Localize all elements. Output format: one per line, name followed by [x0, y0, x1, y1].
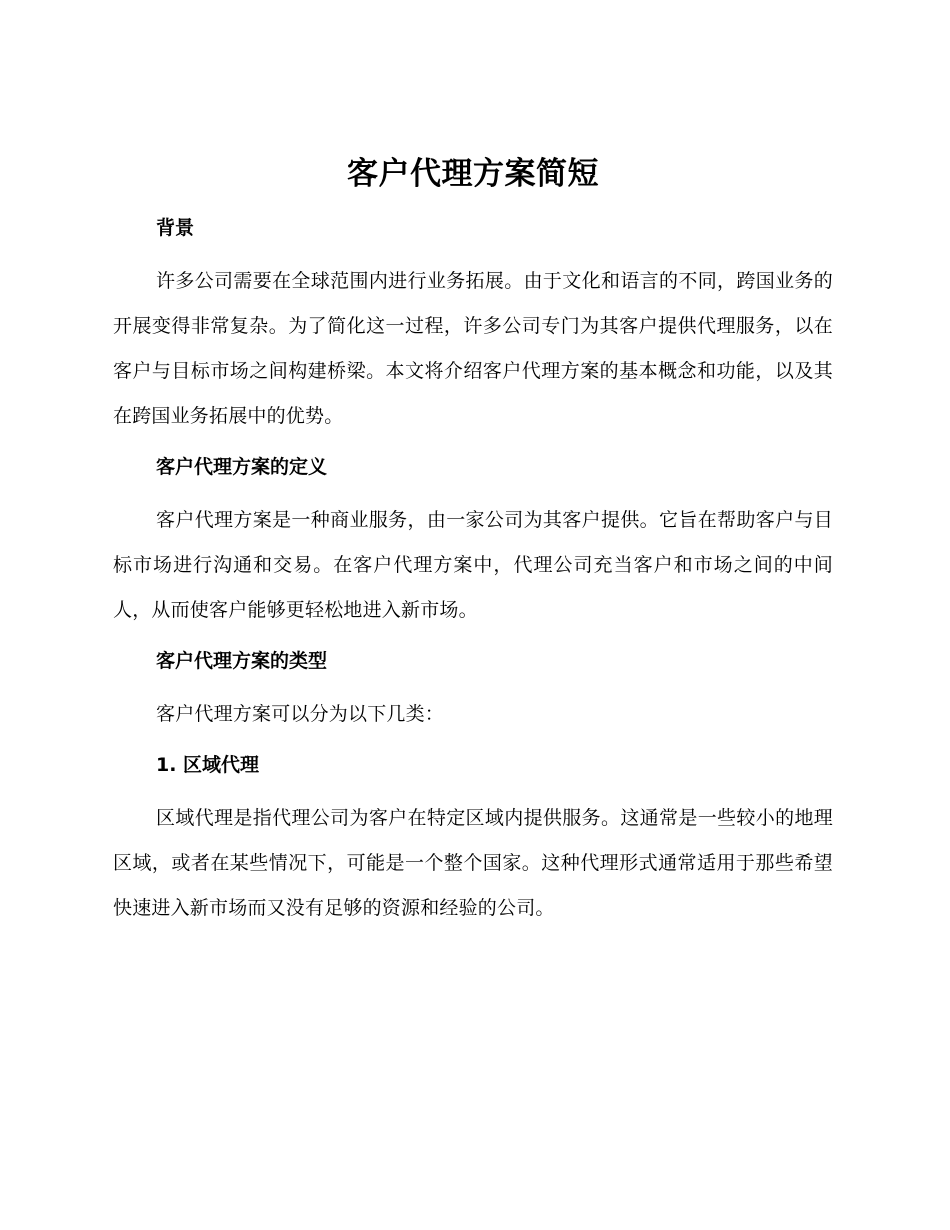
document-title: 客户代理方案简短 [347, 156, 599, 192]
section-heading-regional: 1. 区域代理 [156, 754, 260, 776]
paragraph-definition: 客户代理方案是一种商业服务，由一家公司为其客户提供。它旨在帮助客户与目标市场进行沟通和交易。在客户代理方案中，代理公司充当客户和市场之间的中间人，从而使客户能够更轻松地进入新市场。 [113, 509, 833, 621]
section-heading-definition: 客户代理方案的定义 [156, 456, 328, 478]
paragraph-background: 许多公司需要在全球范围内进行业务拓展。由于文化和语言的不同，跨国业务的开展变得非常复杂。为了简化这一过程，许多公司专门为其客户提供代理服务，以在客户与目标市场之间构建桥梁。本文将介绍客户代理方案的基本概念和功能，以及其在跨国业务拓展中的优势。 [113, 270, 833, 427]
paragraph-regional: 区域代理是指代理公司为客户在特定区域内提供服务。这通常是一些较小的地理区域，或者在某些情况下，可能是一个整个国家。这种代理形式通常适用于那些希望快速进入新市场而又没有足够的资源和经验的公司。 [113, 807, 833, 919]
section-heading-types: 客户代理方案的类型 [156, 650, 328, 672]
document-body [113, 152, 833, 931]
paragraph-types-intro: 客户代理方案可以分为以下几类： [156, 703, 445, 725]
section-heading-background: 背景 [156, 217, 195, 239]
